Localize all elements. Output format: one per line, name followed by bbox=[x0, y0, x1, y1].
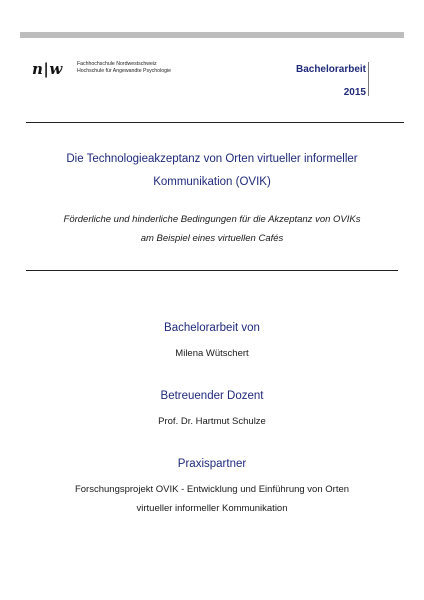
subtitle-line-2: am Beispiel eines virtuellen Cafés bbox=[140, 233, 284, 244]
partner-heading: Praxispartner bbox=[177, 458, 247, 470]
document-type: Bachelorarbeit bbox=[295, 64, 366, 75]
logo-line-2: Hochschule für Angewandte Psychologie bbox=[77, 68, 172, 74]
top-gray-bar bbox=[20, 32, 404, 38]
logo-mark: n|w bbox=[32, 60, 63, 78]
supervisor-name: Prof. Dr. Hartmut Schulze bbox=[158, 416, 266, 427]
title-line-2: Kommunikation (OVIK) bbox=[153, 176, 271, 188]
header-info bbox=[296, 58, 366, 104]
author-heading: Bachelorarbeit von bbox=[164, 322, 260, 334]
thesis-subtitle bbox=[20, 210, 404, 248]
subtitle-line-1: Förderliche und hinderliche Bedingungen für die Akzeptanz von OVIKs bbox=[63, 214, 361, 225]
logo-line-1: Fachhochschule Nordwestschweiz bbox=[77, 61, 157, 67]
title-line-1: Die Technologieakzeptanz von Orten virtueller informeller bbox=[66, 153, 358, 165]
partner-description bbox=[20, 480, 404, 518]
divider-top bbox=[26, 122, 404, 123]
partner-line-2: virtueller informeller Kommunikation bbox=[136, 503, 288, 514]
document-year: 2015 bbox=[343, 87, 366, 98]
header-vertical-rule bbox=[368, 62, 369, 96]
author-name: Milena Wütschert bbox=[175, 348, 249, 359]
supervisor-heading: Betreuender Dozent bbox=[160, 390, 264, 402]
thesis-title bbox=[20, 148, 404, 194]
divider-bottom bbox=[26, 270, 398, 271]
partner-line-1: Forschungsprojekt OVIK - Entwicklung und Einführung von Orten bbox=[74, 484, 350, 495]
logo-institution-text bbox=[77, 61, 171, 75]
